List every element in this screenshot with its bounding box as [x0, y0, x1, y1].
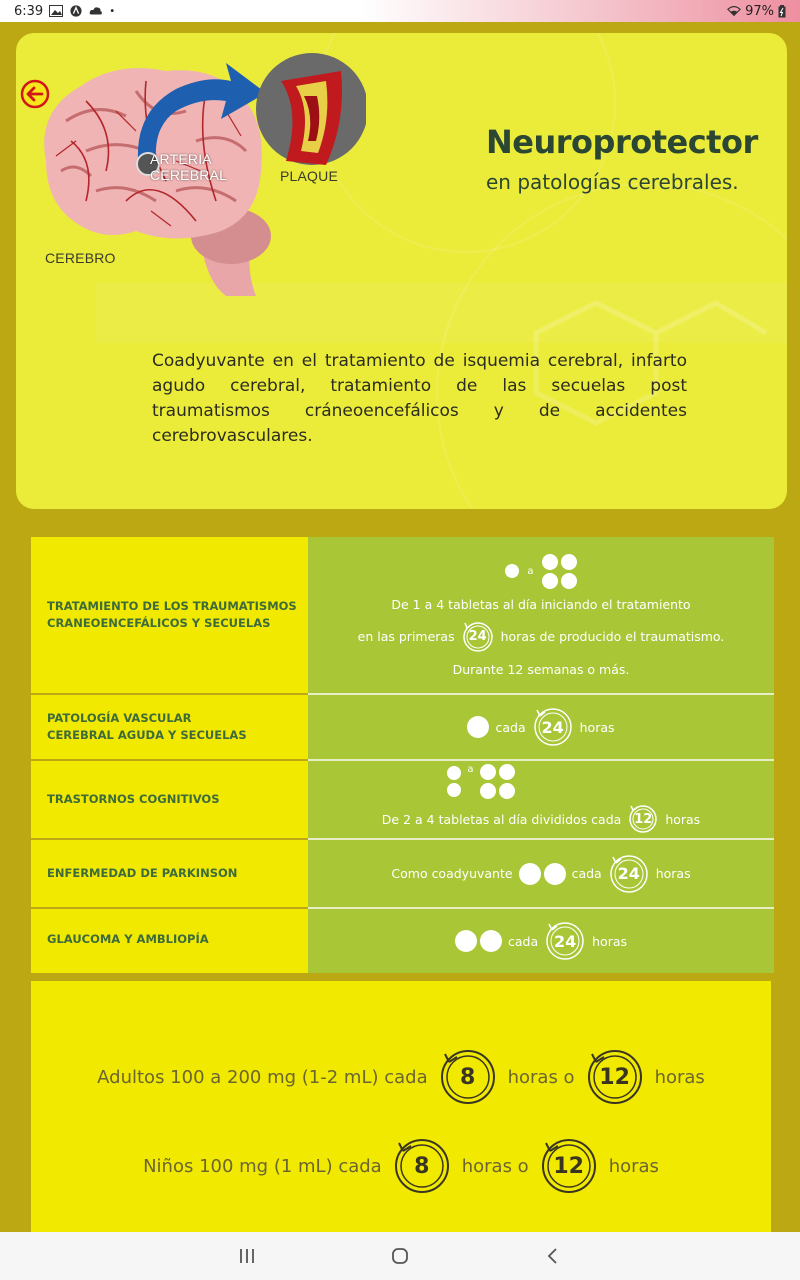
recent-apps-icon [238, 1248, 256, 1264]
status-time: 6:39 [14, 3, 44, 19]
dose-text: horas [579, 719, 615, 735]
row-label-line: TRASTORNOS COGNITIVOS [47, 792, 220, 806]
dose-text: horas o [461, 1155, 529, 1177]
dosage-summary-box [31, 981, 771, 1233]
battery-icon [778, 5, 786, 18]
dose-text: Niños 100 mg (1 mL) cada [143, 1155, 382, 1177]
app-icon [69, 5, 83, 17]
cloud-icon [89, 5, 103, 17]
tablets-four-icon [480, 764, 515, 799]
row-label [31, 761, 308, 838]
status-bar [0, 0, 800, 22]
clock-icon [608, 853, 650, 895]
clock-hours: 12 [553, 1153, 584, 1179]
clock-hours: 12 [599, 1064, 630, 1090]
hero-title: Neuroprotector [486, 123, 758, 161]
dose-text: horas de producido el traumatismo. [500, 629, 725, 644]
table-row [31, 909, 774, 973]
dose-text: cada [507, 933, 539, 949]
clock-icon [585, 1047, 645, 1107]
system-nav-bar [0, 1232, 800, 1280]
label-cerebro: CEREBRO [45, 250, 116, 266]
clock-hours: 8 [459, 1064, 476, 1090]
dose-text: horas o [507, 1066, 575, 1088]
tablet-icon [544, 863, 566, 885]
clock-icon [627, 803, 659, 835]
tablet-icon [480, 930, 502, 952]
dose-text: De 2 a 4 tabletas al día divididos cada [381, 811, 622, 827]
dose-text: horas [608, 1155, 659, 1177]
table-row [31, 537, 774, 693]
tablet-icon [455, 930, 477, 952]
label-cerebral: CEREBRAL [150, 167, 228, 183]
label-arteria-cerebral [150, 151, 227, 183]
back-icon [546, 1247, 560, 1265]
adults-dosage [31, 1045, 771, 1109]
dose-text: De 1 a 4 tabletas al día iniciando el tratamiento [391, 596, 691, 612]
row-label-line: ENFERMEDAD DE PARKINSON [47, 866, 238, 880]
tablet-icon [467, 716, 489, 738]
row-label-line: TRATAMIENTO DE LOS TRAUMATISMOS [47, 599, 297, 613]
dose-text: Como coadyuvante [391, 866, 513, 881]
row-label [31, 537, 308, 693]
kids-dosage [31, 1134, 771, 1198]
hero-description: Coadyuvante en el tratamiento de isquemia cerebral, infarto agudo cerebral, tratamiento de las secuelas post traumatismos cráneoencefálicos y de accidentes cerebrovasculares. [152, 351, 687, 446]
tablets-two-icon [447, 766, 461, 797]
tablets-four-icon [542, 554, 577, 589]
wifi-icon [727, 5, 741, 17]
home-button[interactable] [380, 1236, 420, 1276]
clock-icon [539, 1136, 599, 1196]
range-sep: a [467, 764, 474, 775]
clock-hours: 8 [414, 1153, 430, 1179]
dose-text: Adultos 100 a 200 mg (1-2 mL) cada [97, 1066, 428, 1088]
dose-text: cada [571, 866, 602, 881]
label-plaque: PLAQUE [280, 168, 338, 184]
table-row [31, 761, 774, 838]
dose-text: horas [654, 1066, 705, 1088]
clock-hours: 24 [553, 931, 577, 951]
gallery-icon [49, 5, 63, 17]
dose-text: Durante 12 semanas o más. [452, 661, 630, 677]
back-arrow-icon [20, 79, 50, 109]
row-value [308, 537, 774, 693]
row-value [308, 695, 774, 759]
clock-hours: 12 [634, 811, 653, 827]
clock-icon [392, 1136, 452, 1196]
clock-icon [461, 620, 495, 654]
clock-hours: 24 [468, 629, 487, 644]
hero-subtitle: en patologías cerebrales. [486, 170, 739, 194]
clock-icon [544, 920, 586, 962]
row-label-line: PATOLOGÍA VASCULAR [47, 711, 192, 725]
row-label-line: CEREBRAL AGUDA Y SECUELAS [47, 728, 247, 742]
dose-text: horas [655, 866, 691, 881]
tablet-icon [505, 564, 519, 578]
battery-level: 97% [745, 3, 774, 19]
dose-text: en las primeras [357, 629, 455, 644]
row-value [308, 840, 774, 907]
row-label [31, 909, 308, 973]
dose-text: horas [665, 811, 701, 827]
table-row [31, 840, 774, 907]
row-value [308, 761, 774, 838]
home-icon [390, 1246, 410, 1266]
label-arteria: ARTERIA [150, 151, 212, 167]
row-label-line: CRANEOENCEFÁLICOS Y SECUELAS [47, 616, 271, 630]
hero-card [16, 33, 787, 509]
clock-hours: 24 [541, 717, 564, 737]
recent-apps-button[interactable] [227, 1236, 267, 1276]
row-label [31, 695, 308, 759]
range-sep: a [527, 565, 534, 577]
back-nav-button[interactable] [533, 1236, 573, 1276]
back-button[interactable] [20, 79, 50, 109]
clock-hours: 24 [617, 864, 640, 883]
row-label [31, 840, 308, 907]
table-row [31, 695, 774, 759]
clock-icon [438, 1047, 498, 1107]
dosage-table [31, 537, 774, 973]
tablet-icon [519, 863, 541, 885]
notification-dot: • [109, 5, 116, 17]
row-label-line: GLAUCOMA Y AMBLIOPÍA [47, 932, 209, 946]
dose-text: horas [592, 933, 628, 949]
dose-text: cada [495, 719, 526, 735]
row-value [308, 909, 774, 973]
clock-icon [532, 706, 574, 748]
